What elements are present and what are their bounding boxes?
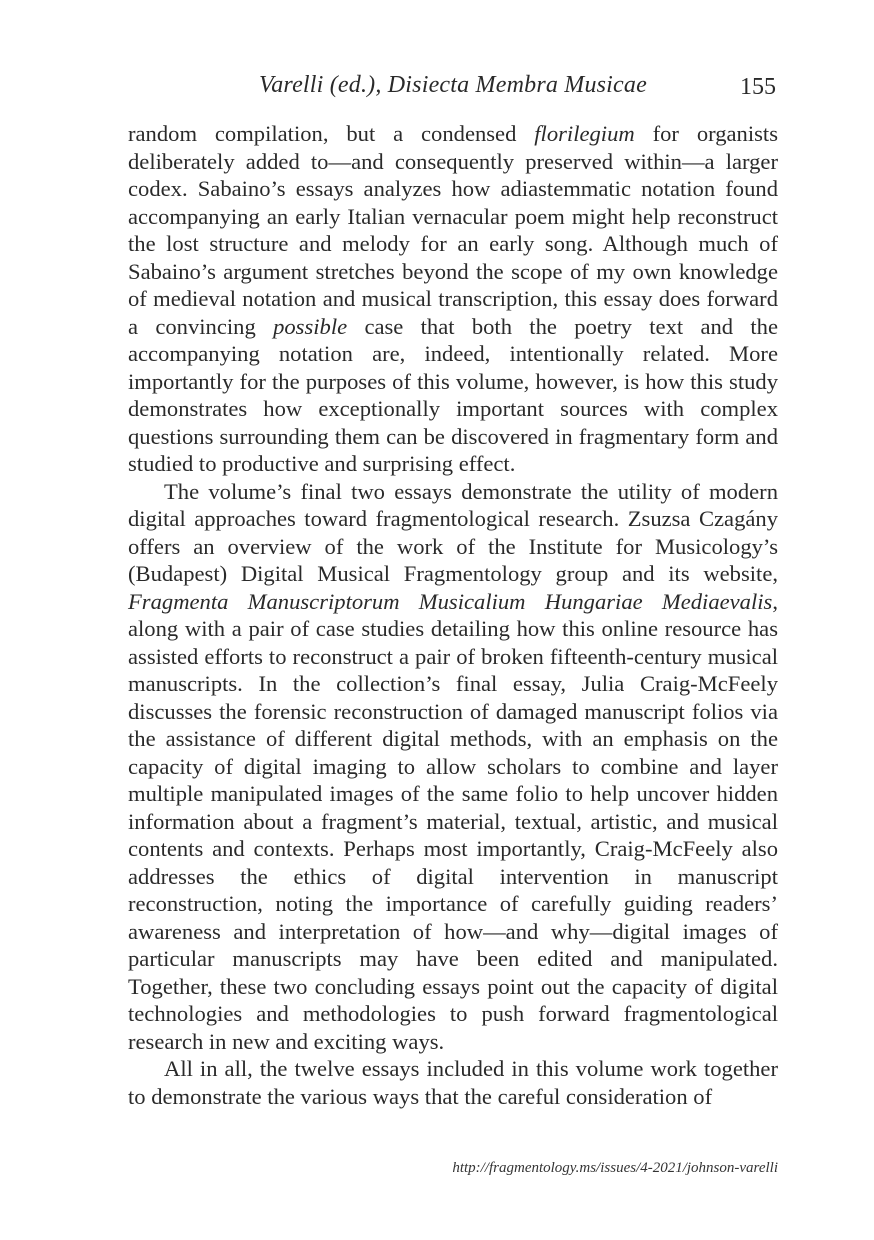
- text-run: random compilation, but a condensed: [128, 121, 535, 146]
- paragraph-continued: [128, 120, 778, 478]
- text-run: case that both the poetry text and the accompanying notation are, indeed, intentionally related. More importantly for the purposes of this volume, however, is how this study demonstrates how exceptionally important sources with complex questions surrounding them can be discovered in fragmentary form and studied to productive and surprising effect.: [128, 313, 779, 476]
- italic-term-florilegium: florilegium: [534, 121, 635, 146]
- italic-title-fragmenta: Fragmenta Manuscriptorum Musicalium Hungariae Mediaevalis: [128, 588, 773, 614]
- page-number: 155: [740, 74, 776, 100]
- running-title: Varelli (ed.), Disiecta Membra Musicae: [259, 72, 647, 98]
- paragraph-conclusion: [128, 1055, 778, 1110]
- text-run: The volume’s final two essays demonstrate the utility of modern digital approaches toward fragmentological research. Zsuzsa Czagány offers an overview of the work of the Institute for Musicology’s (Budapest) Digital Musical Fragmentology group and its website,: [128, 478, 778, 586]
- article-body: [128, 120, 778, 1110]
- text-run: , along with a pair of case studies detailing how this online resource has assisted efforts to reconstruct a pair of broken fifteenth-century musical manuscripts. In the collection’s final essay, Julia Craig-McFeely discusses the forensic reconstruction of damaged manuscript folios via the assistance of different digital methods, with an emphasis on the capacity of digital imaging to allow scholars to combine and layer multiple manipulated images of the same folio to help uncover hidden information about a fragment’s material, textual, artistic, and musical contents and contexts. Perhaps most importantly, Craig-McFeely also addresses the ethics of digital intervention in manuscript reconstruction, noting the importance of carefully guiding readers’ awareness and interpretation of how—and why—digital images of particular manuscripts may have been edited and manipulated. Together, these two concluding essays point out the capacity of digital technologies and methodologies to push forward fragmentological research in new and exciting ways.: [128, 588, 778, 1054]
- text-run: for organists deliberately added to—and consequently preserved within—a larger codex. Sabaino’s essays analyzes how adiastemmatic notation found accompanying an early Italian vernacular poem might help reconstruct the lost structure and melody for an early song. Although much of Sabaino’s argument stretches beyond the scope of my own knowledge of medieval notation and musical transcription, this essay does forward a convincing: [128, 121, 778, 339]
- footer-url: http://fragmentology.ms/issues/4-2021/johnson-varelli: [452, 1160, 778, 1176]
- italic-term-possible: possible: [273, 313, 348, 339]
- text-run: All in all, the twelve essays included in this volume work together to demonstrate the various ways that the careful consideration of: [128, 1056, 778, 1109]
- page-header: [128, 72, 778, 106]
- paragraph-digital-approaches: [128, 478, 778, 1056]
